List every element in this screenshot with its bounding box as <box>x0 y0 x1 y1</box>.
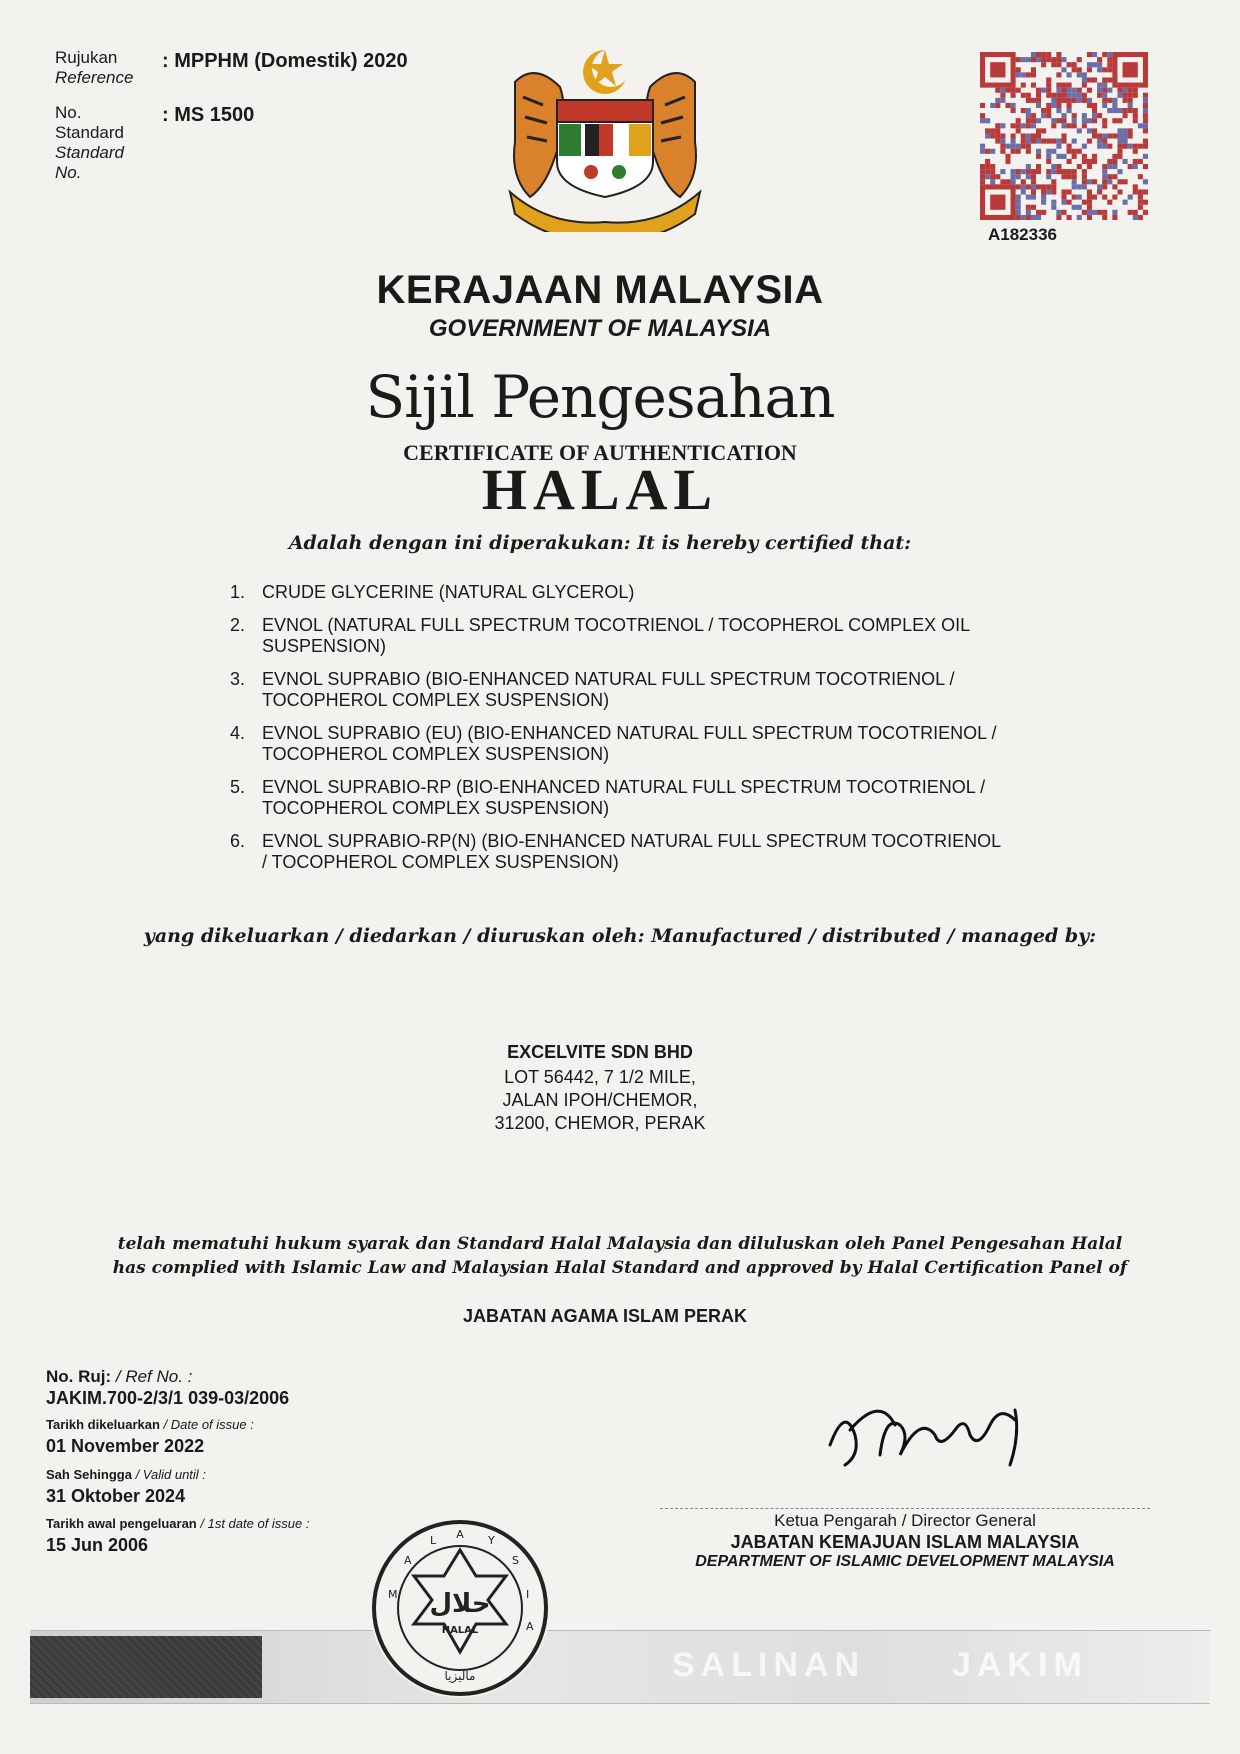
watermark-text-left: SALINAN <box>672 1646 866 1684</box>
ref-no-label: No. Ruj: / Ref No. : <box>46 1367 193 1386</box>
signatory-department: JABATAN KEMAJUAN ISLAM MALAYSIA <box>730 1532 1080 1552</box>
svg-text:ماليزيا: ماليزيا <box>444 1669 476 1683</box>
svg-text:S: S <box>512 1554 519 1567</box>
list-item: 4. EVNOL SUPRABIO (EU) (BIO-ENHANCED NATURAL FULL SPECTRUM TOCOTRIENOL / TOCOPHEROL COMPLEX SUSPENSION) <box>230 723 997 764</box>
product-list <box>230 582 1010 885</box>
standard-value: : MS 1500 <box>162 104 255 126</box>
qr-code <box>980 52 1148 220</box>
government-title: KERAJAAN MALAYSIA <box>376 268 824 312</box>
svg-text:A: A <box>456 1528 464 1541</box>
svg-text:A: A <box>404 1554 412 1567</box>
standard-label: No. Standard Standard No. <box>55 103 124 182</box>
issue-date-label: Tarikh dikeluarkan / Date of issue : <box>46 1417 254 1432</box>
halal-seal <box>370 1518 550 1698</box>
svg-text:M: M <box>388 1588 398 1601</box>
qr-code-id: A182336 <box>988 225 1058 244</box>
signature-line <box>660 1508 1150 1509</box>
list-item: 3. EVNOL SUPRABIO (BIO-ENHANCED NATURAL FULL SPECTRUM TOCOTRIENOL / TOCOPHEROL COMPLEX SUSPENSION) <box>230 669 955 710</box>
valid-until-label: Sah Sehingga / Valid until : <box>46 1467 206 1482</box>
watermark-text-right: JAKIM <box>952 1646 1088 1684</box>
government-subtitle: GOVERNMENT OF MALAYSIA <box>428 315 772 342</box>
first-issue-value: 15 Jun 2006 <box>46 1535 149 1555</box>
valid-until-value: 31 Oktober 2024 <box>46 1486 186 1506</box>
manufacturer-address: LOT 56442, 7 1/2 MILE, JALAN IPOH/CHEMOR, 31200, CHEMOR, PERAK <box>494 1067 706 1133</box>
reference-label: Rujukan Reference <box>55 48 134 87</box>
compliance-line-en: has complied with Islamic Law and Malaysian Halal Standard and approved by Halal Certification Panel of <box>112 1258 1128 1278</box>
halal-title: HALAL <box>481 457 719 522</box>
list-item: 5. EVNOL SUPRABIO-RP (BIO-ENHANCED NATURAL FULL SPECTRUM TOCOTRIENOL / TOCOPHEROL COMPLEX SUSPENSION) <box>230 777 986 818</box>
svg-text:حلال: حلال <box>429 1589 491 1619</box>
svg-text:Y: Y <box>488 1534 495 1547</box>
coat-of-arms-emblem <box>495 42 715 232</box>
svg-text:A: A <box>526 1620 534 1633</box>
reference-value: : MPPHM (Domestik) 2020 <box>162 50 408 72</box>
svg-text:HALAL: HALAL <box>441 1625 479 1636</box>
certificate-subtitle: CERTIFICATE OF AUTHENTICATION <box>403 440 797 465</box>
certificate-title: Sijil Pengesahan <box>365 363 835 431</box>
signatory-title: Ketua Pengarah / Director General <box>774 1511 1036 1530</box>
first-issue-label: Tarikh awal pengeluaran / 1st date of issue : <box>46 1516 310 1531</box>
svg-text:I: I <box>526 1588 530 1601</box>
signature <box>810 1390 1050 1480</box>
certified-line: Adalah dengan ini diperakukan: It is hereby certified that: <box>288 532 912 554</box>
list-item: 1. CRUDE GLYCERINE (NATURAL GLYCEROL) <box>230 582 635 602</box>
certifying-authority: JABATAN AGAMA ISLAM PERAK <box>463 1306 747 1326</box>
svg-text:L: L <box>430 1534 437 1547</box>
ref-no-value: JAKIM.700-2/3/1 039-03/2006 <box>46 1388 290 1408</box>
list-item: 6. EVNOL SUPRABIO-RP(N) (BIO-ENHANCED NATURAL FULL SPECTRUM TOCOTRIENOL / TOCOPHEROL COMPLEX SUSPENSION) <box>230 831 1001 872</box>
issue-date-value: 01 November 2022 <box>46 1436 205 1456</box>
compliance-line-ms: telah mematuhi hukum syarak dan Standard Halal Malaysia dan diluluskan oleh Panel Pengesahan Halal <box>117 1234 1123 1254</box>
list-item: 2. EVNOL (NATURAL FULL SPECTRUM TOCOTRIENOL / TOCOPHEROL COMPLEX OIL SUSPENSION) <box>230 615 970 656</box>
manufacturer-intro: yang dikeluarkan / diedarkan / diuruskan oleh: Manufactured / distributed / managed by: <box>143 925 1097 947</box>
signatory-department-en: DEPARTMENT OF ISLAMIC DEVELOPMENT MALAYSIA <box>695 1553 1115 1570</box>
watermark-dark-block <box>30 1636 262 1698</box>
manufacturer-name: EXCELVITE SDN BHD <box>507 1042 693 1062</box>
